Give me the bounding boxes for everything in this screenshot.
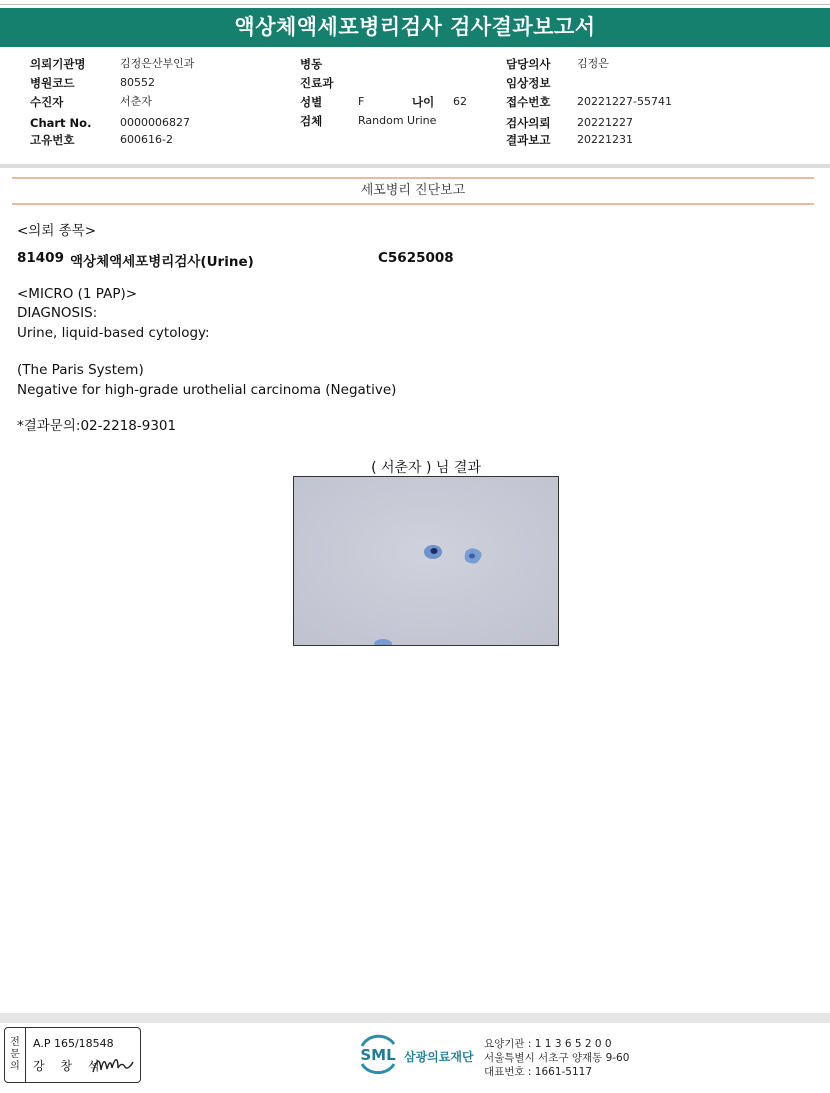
specimen-line: Urine, liquid-based cytology:	[17, 325, 210, 341]
report-title: 액상체액세포병리검사 검사결과보고서	[0, 8, 830, 47]
footer-band	[0, 1013, 830, 1023]
org-name: 삼광의료재단	[404, 1050, 474, 1064]
microscopy-image	[293, 476, 559, 646]
sig-side-char: 문	[10, 1049, 20, 1060]
value-doctor: 김정은	[577, 57, 609, 70]
value-chart-no: 0000006827	[120, 116, 190, 129]
sig-side-label	[5, 1028, 26, 1082]
value-report-date: 20221231	[577, 133, 633, 146]
org-address: 서울특별시 서초구 양재동 9-60	[484, 1052, 630, 1064]
request-heading: <의뢰 종목>	[17, 223, 97, 239]
value-specimen: Random Urine	[358, 114, 437, 127]
label-receipt-no: 접수번호	[506, 95, 551, 109]
header-divider	[0, 164, 830, 168]
test-code: 81409	[17, 250, 64, 266]
value-institution: 김정은산부인과	[120, 57, 195, 70]
value-request-date: 20221227	[577, 116, 633, 129]
pathologist-signature-box	[4, 1027, 141, 1083]
diagnosis-label: DIAGNOSIS:	[17, 305, 98, 321]
label-sex: 성별	[300, 95, 323, 109]
label-age: 나이	[412, 95, 435, 109]
label-doctor: 담당의사	[506, 57, 551, 71]
paris-system-line: (The Paris System)	[17, 362, 144, 378]
org-facility-code: 요양기관 : 1 1 3 6 5 2 0 0	[484, 1038, 612, 1050]
top-rule	[0, 4, 830, 5]
image-caption: ( 서춘자 ) 님 결과	[371, 460, 481, 476]
handwritten-signature	[91, 1054, 135, 1076]
section-top-rule	[12, 177, 814, 179]
value-patient: 서춘자	[120, 95, 152, 108]
label-institution: 의뢰기관명	[30, 57, 86, 71]
doctor-name: 강 창 석	[33, 1059, 106, 1073]
cell-image-svg	[294, 477, 558, 645]
label-chart-no: Chart No.	[30, 116, 92, 130]
value-hospital-code: 80552	[120, 76, 155, 89]
value-receipt-no: 20221227-55741	[577, 95, 672, 108]
test-name: 액상체액세포병리검사(Urine)	[70, 254, 254, 270]
sml-logo-text: SML	[360, 1046, 396, 1064]
contact-line: *결과문의:02-2218-9301	[17, 418, 177, 434]
value-unique-id: 600616-2	[120, 133, 173, 146]
section-title: 세포병리 진단보고	[360, 183, 466, 198]
label-hospital-code: 병원코드	[30, 76, 75, 90]
label-patient: 수진자	[30, 95, 64, 109]
sig-side-char: 전	[10, 1037, 20, 1048]
label-clinical-info: 임상정보	[506, 76, 551, 90]
label-unique-id: 고유번호	[30, 133, 75, 147]
micro-heading: <MICRO (1 PAP)>	[17, 286, 138, 302]
value-sex: F	[358, 95, 365, 108]
section-bottom-rule	[12, 203, 814, 205]
label-request-date: 검사의뢰	[506, 116, 551, 130]
sig-side-char: 의	[10, 1061, 20, 1072]
label-specimen: 검체	[300, 114, 323, 128]
test-id: C5625008	[378, 250, 454, 266]
label-department: 진료과	[300, 76, 334, 90]
sml-logo-icon	[356, 1034, 400, 1074]
label-ward: 병동	[300, 57, 323, 71]
org-phone: 대표번호 : 1661-5117	[484, 1066, 593, 1078]
label-report-date: 결과보고	[506, 133, 551, 147]
value-age: 62	[453, 95, 467, 108]
diagnosis-result: Negative for high-grade urothelial carcinoma (Negative)	[17, 382, 397, 398]
ap-number: A.P 165/18548	[33, 1037, 114, 1050]
